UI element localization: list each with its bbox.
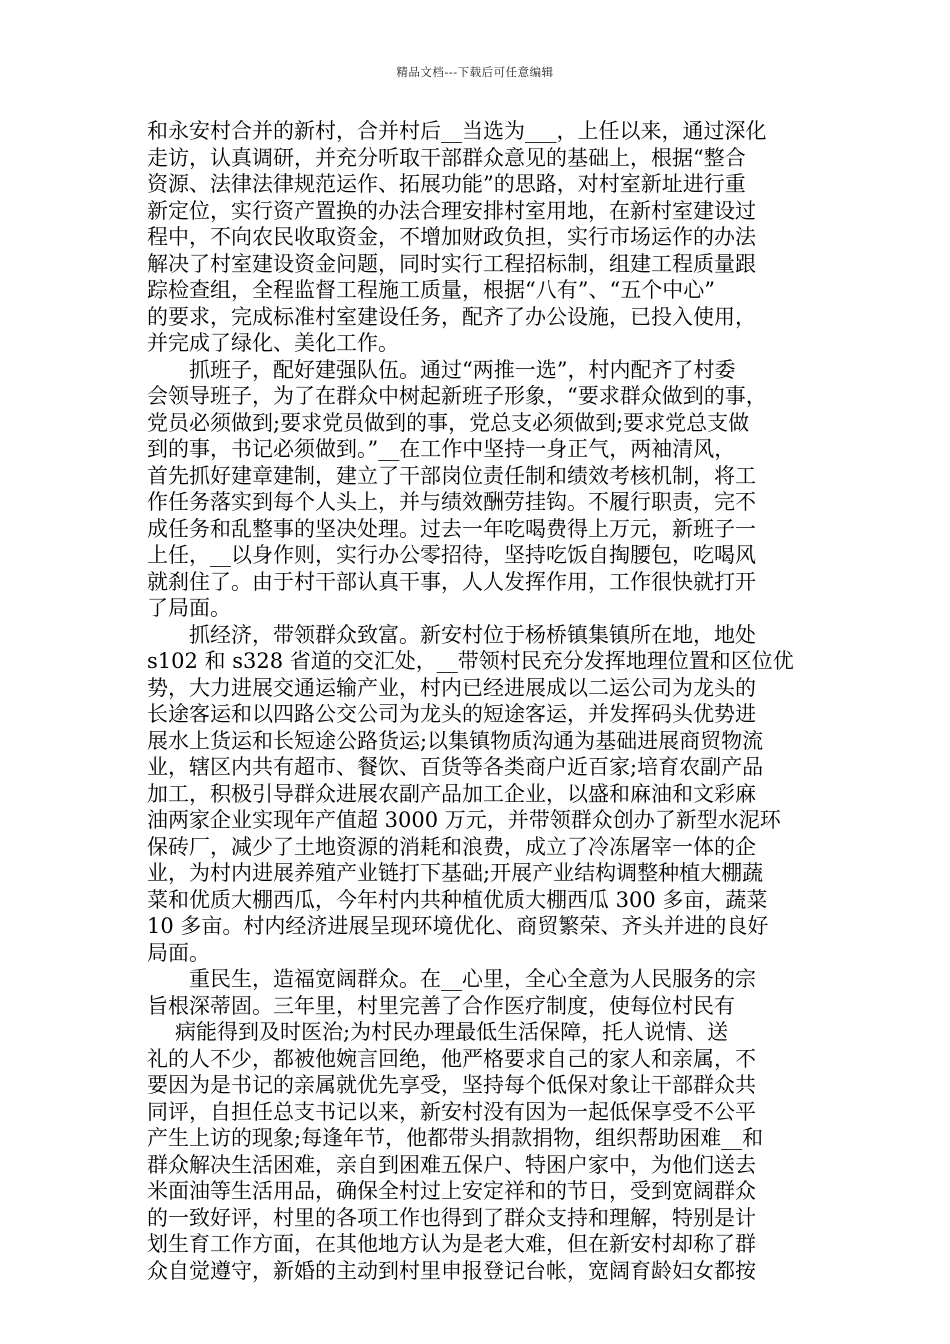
text-line: 会领导班子，为了在群众中树起新班子形象，“要求群众做到的事， (147, 384, 767, 408)
text-line: 重民生，造福宽阔群众。在__心里，全心全意为人民服务的宗 (189, 967, 756, 991)
text-line: 10 多亩。村内经济进展呈现环境优化、商贸繁荣、齐头并进的良好 (147, 914, 769, 938)
text-line: 到的事，书记必须做到。”__在工作中坚持一身正气，两袖清风， (147, 437, 736, 461)
text-line: 划生育工作方面，在其他地方认为是老大难，但在新安村却称了群 (147, 1232, 756, 1256)
text-line: 业，辖区内共有超市、餐饮、百货等各类商户近百家;培育农副产品 (147, 755, 764, 779)
text-line: 抓经济，带领群众致富。新安村位于杨桥镇集镇所在地，地处 (189, 622, 756, 647)
text-line: 礼的人不少，都被他婉言回绝，他严格要求自己的家人和亲属，不 (147, 1046, 756, 1071)
text-line: 解决了村室建设资金问题，同时实行工程招标制，组建工程质量跟 (147, 251, 756, 276)
text-line: 抓班子，配好建强队伍。通过“两推一选”，村内配齐了村委 (189, 357, 736, 382)
text-line: 新定位，实行资产置换的办法合理安排村室用地，在新村室建设过 (147, 198, 756, 223)
text-line: s102 和 s328 省道的交汇处，__带领村民充分发挥地理位置和区位优 (147, 649, 794, 673)
text-line: 的一致好评，村里的各项工作也得到了群众支持和理解，特别是计 (147, 1205, 756, 1230)
text-line: 了局面。 (147, 596, 231, 620)
text-line: 群众解决生活困难，亲自到困难五保户、特困户家中，为他们送去 (147, 1152, 756, 1177)
text-line: 资源、法律法律规范运作、拓展功能”的思路，对村室新址进行重 (147, 172, 746, 196)
text-line: 成任务和乱整事的坚决处理。过去一年吃喝费得上万元，新班子一 (147, 516, 756, 541)
text-line: 和永安村合并的新村，合并村后__当选为___，上任以来，通过深化 (147, 119, 767, 143)
text-line: 同评，自担任总支书记以来，新安村没有因为一起低保享受不公平 (147, 1099, 756, 1124)
text-line: 米面油等生活用品，确保全村过上安定祥和的节日，受到宽阔群众 (147, 1179, 756, 1203)
text-line: 旨根深蒂固。三年里，村里完善了合作医疗制度，使每位村民有 (147, 993, 735, 1018)
text-line: 局面。 (147, 940, 210, 965)
text-line: 众自觉遵守，新婚的主动到村里申报登记台帐，宽阔育龄妇女都按 (147, 1258, 756, 1283)
text-line: 业，为村内进展养殖产业链打下基础;开展产业结构调整种植大棚蔬 (147, 861, 764, 885)
text-line: 走访，认真调研，并充分听取干部群众意见的基础上，根据“整合 (147, 145, 746, 170)
text-line: 并完成了绿化、美化工作。 (147, 331, 399, 355)
text-line: 油两家企业实现年产值超 3000 万元，并带领群众创办了新型水泥环 (147, 808, 781, 832)
text-line: 就刹住了。由于村干部认真干事，人人发挥作用，工作很快就打开 (147, 569, 756, 594)
text-line: 党员必须做到;要求党员做到的事，党总支必须做到;要求党总支做 (147, 410, 750, 435)
text-line: 菜和优质大棚西瓜，今年村内共种植优质大棚西瓜 300 多亩，蔬菜 (147, 887, 768, 912)
text-line: 程中，不向农民收取资金，不增加财政负担，实行市场运作的办法 (147, 225, 756, 249)
text-line: 加工，积极引导群众进展农副产品加工企业，以盛和麻油和文彩麻 (147, 781, 756, 806)
text-line: 病能得到及时医治;为村民办理最低生活保障，托人说情、送 (175, 1020, 729, 1044)
text-line: 踪检查组，全程监督工程施工质量，根据“八有”、“五个中心” (147, 278, 715, 302)
text-line: 展水上货运和长短途公路货运;以集镇物质沟通为基础进展商贸物流 (147, 728, 764, 753)
text-line: 首先抓好建章建制，建立了干部岗位责任制和绩效考核机制，将工 (147, 463, 756, 488)
text-line: 要因为是书记的亲属就优先享受，坚持每个低保对象让干部群众共 (147, 1073, 756, 1097)
text-line: 长途客运和以四路公交公司为龙头的短途客运，并发挥码头优势进 (147, 702, 756, 726)
page-header: 精品文档---下载后可任意编辑 (396, 65, 554, 79)
text-line: 产生上访的现象;每逢年节，他都带头捐款捐物，组织帮助困难__和 (147, 1126, 764, 1150)
text-line: 势，大力进展交通运输产业，村内已经进展成以二运公司为龙头的 (147, 675, 756, 700)
text-line: 保砖厂，减少了土地资源的消耗和浪费，成立了冷冻屠宰一体的企 (147, 834, 756, 859)
text-line: 作任务落实到每个人头上，并与绩效酬劳挂钩。不履行职责，完不 (147, 490, 756, 514)
text-line: 的要求，完成标准村室建设任务，配齐了办公设施，已投入使用， (147, 304, 756, 329)
document-body (147, 118, 815, 1284)
text-line: 上任，__以身作则，实行办公零招待，坚持吃饭自掏腰包，吃喝风 (147, 543, 756, 567)
